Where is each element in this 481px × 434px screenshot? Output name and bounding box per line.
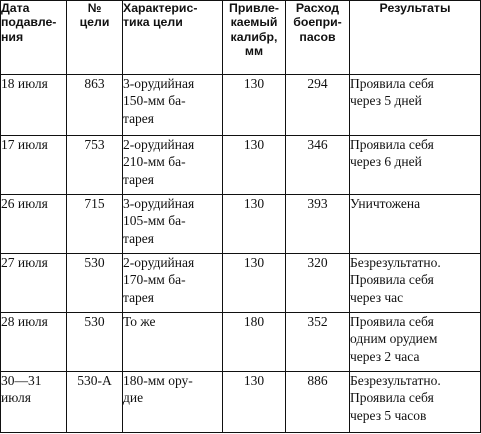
caliber-text: 130 [243, 137, 265, 152]
target-description-cell [123, 254, 223, 313]
result-cell [350, 195, 481, 254]
target-number-cell [67, 75, 123, 136]
result-cell [350, 254, 481, 313]
ammo-cell [286, 372, 350, 433]
target-description-cell [123, 195, 223, 254]
target-number-text: 530 [84, 314, 105, 329]
date-text: 17 июля [1, 137, 48, 152]
date-cell [1, 136, 67, 195]
ammo-text: 320 [307, 255, 328, 270]
date-cell [1, 195, 67, 254]
description-text: 3-орудийная [123, 76, 195, 91]
result-text: Проявила себя [350, 272, 434, 288]
description-text: 3-орудийная [123, 196, 195, 211]
date-text: 28 июля [1, 314, 48, 329]
target-number-cell [67, 136, 123, 195]
target-description-cell [123, 75, 223, 136]
header-row [1, 1, 481, 75]
caliber-text: 130 [243, 196, 265, 211]
header-text: боепри- [293, 15, 342, 30]
description-text: тарея [123, 230, 155, 246]
ammo-cell [286, 254, 350, 313]
ammo-cell [286, 75, 350, 136]
result-text: через 2 часа [350, 348, 420, 364]
result-text: Безрезультатно. [350, 373, 441, 388]
table-row [1, 372, 481, 433]
caliber-text: 130 [243, 373, 265, 388]
ammo-text: 393 [307, 196, 328, 211]
target-number-cell [67, 372, 123, 433]
result-text: Уничтожена [350, 196, 421, 211]
result-cell [350, 313, 481, 372]
description-text: 2-орудийная [123, 255, 195, 270]
target-number-text: 530 [84, 255, 105, 270]
result-text: одним орудием [350, 331, 438, 347]
target-number-text: 530-А [77, 373, 112, 388]
ammo-cell [286, 195, 350, 254]
header-text: калибр, [230, 29, 278, 44]
description-text: дие [123, 390, 144, 406]
caliber-cell [223, 195, 286, 254]
header-date [1, 1, 67, 75]
caliber-text: 130 [243, 76, 265, 91]
header-caliber [223, 1, 286, 75]
header-target-description [123, 1, 223, 75]
date-cell [1, 254, 67, 313]
header-text: Дата [1, 1, 30, 15]
target-number-text: 863 [84, 76, 105, 91]
ammo-text: 294 [307, 76, 328, 91]
description-text: То же [123, 314, 156, 329]
description-text: тарея [123, 110, 155, 126]
target-number-cell [67, 254, 123, 313]
table-row [1, 313, 481, 372]
description-text: 170-мм ба- [123, 272, 186, 288]
caliber-cell [223, 136, 286, 195]
header-text: мм [244, 43, 264, 58]
date-text: 30—31 [1, 373, 42, 388]
ammo-cell [286, 313, 350, 372]
target-number-cell [67, 195, 123, 254]
header-text: каемый [230, 15, 278, 30]
result-text: через 6 дней [350, 154, 422, 170]
date-text: 18 июля [1, 76, 48, 91]
result-cell [350, 75, 481, 136]
date-cell [1, 372, 67, 433]
description-text: тарея [123, 289, 155, 305]
result-cell [350, 136, 481, 195]
header-ammo [286, 1, 350, 75]
caliber-cell [223, 75, 286, 136]
result-cell [350, 372, 481, 433]
date-text: июля [1, 390, 31, 406]
header-text: цели [79, 15, 110, 30]
target-number-cell [67, 313, 123, 372]
target-description-cell [123, 372, 223, 433]
target-number-text: 753 [84, 137, 105, 152]
table-row [1, 136, 481, 195]
result-text: Безрезультатно. [350, 255, 441, 270]
header-text: № [87, 1, 102, 15]
table-row [1, 75, 481, 136]
description-text: 180-мм ору- [123, 373, 193, 388]
ammo-text: 886 [307, 373, 328, 388]
header-text: Характерис- [123, 1, 198, 15]
result-text: через 5 часов [350, 407, 427, 423]
header-text: Результаты [379, 1, 451, 15]
table-row [1, 195, 481, 254]
header-text: Привле- [229, 1, 279, 15]
result-text: Проявила себя [350, 76, 434, 91]
target-description-cell [123, 313, 223, 372]
description-text: 150-мм ба- [123, 93, 186, 109]
result-text: через 5 дней [350, 93, 422, 109]
header-text: ния [1, 29, 24, 44]
header-target-number [67, 1, 123, 75]
date-cell [1, 313, 67, 372]
caliber-text: 130 [243, 255, 265, 270]
date-cell [1, 75, 67, 136]
description-text: 210-мм ба- [123, 154, 186, 170]
description-text: 2-орудийная [123, 137, 195, 152]
header-text: подавле- [1, 15, 57, 30]
header-results [350, 1, 481, 75]
caliber-cell [223, 313, 286, 372]
result-text: Проявила себя [350, 390, 434, 406]
caliber-cell [223, 254, 286, 313]
ammo-text: 352 [307, 314, 328, 329]
ammo-cell [286, 136, 350, 195]
header-text: тика цели [123, 15, 183, 30]
caliber-text: 180 [243, 314, 265, 329]
result-text: Проявила себя [350, 137, 434, 152]
result-text: Проявила себя [350, 314, 434, 329]
table-row [1, 254, 481, 313]
ammo-text: 346 [307, 137, 328, 152]
header-text: Расход [295, 1, 340, 15]
date-text: 26 июля [1, 196, 48, 211]
header-text: пасов [299, 29, 336, 44]
target-number-text: 715 [84, 196, 105, 211]
target-description-cell [123, 136, 223, 195]
date-text: 27 июля [1, 255, 48, 270]
result-text: через час [350, 289, 404, 305]
caliber-cell [223, 372, 286, 433]
description-text: тарея [123, 171, 155, 187]
description-text: 105-мм ба- [123, 213, 186, 229]
